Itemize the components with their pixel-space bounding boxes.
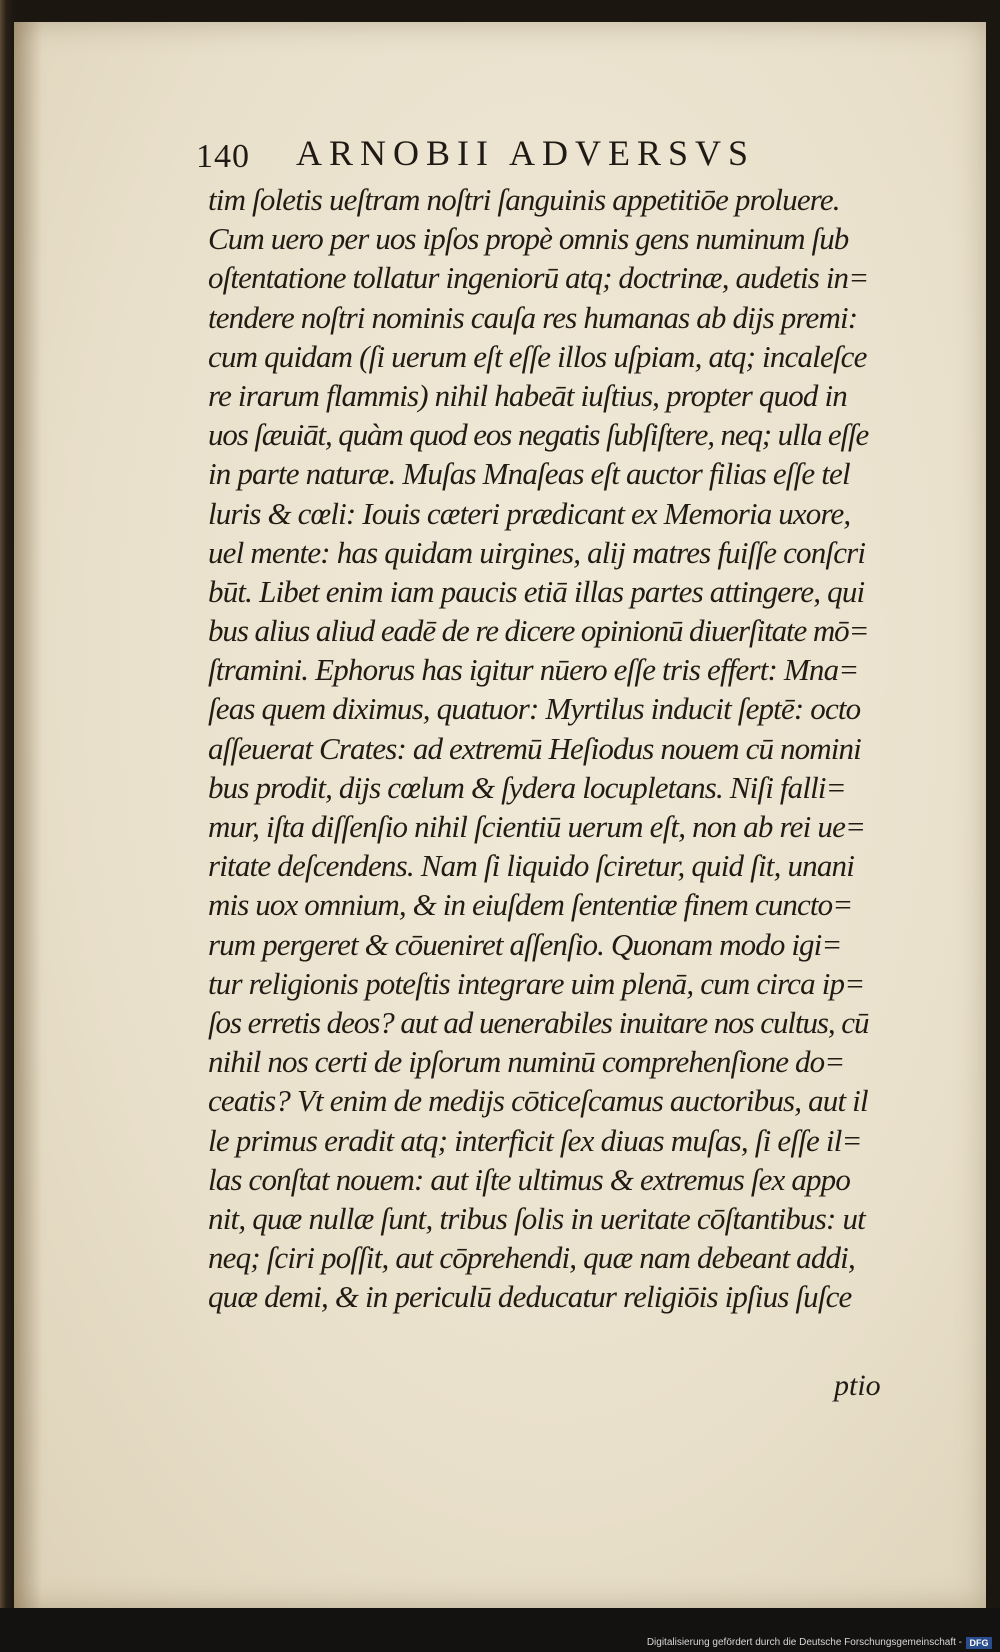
text-line: bus alius aliud eadē de re dicere opinionū diuerſitate mō= [208, 613, 869, 649]
text-line: cum quidam (ſi uerum eſt eſſe illos uſpiam, atq; incaleſce [208, 338, 867, 374]
text-line: ſtramini. Ephorus has igitur nūero eſſe tris effert: Mna= [208, 652, 859, 688]
text-line: tur religionis poteſtis integrare uim plenā, cum circa ip= [208, 965, 865, 1001]
text-line: rum pergeret & cōueniret aſſenſio. Quonam modo igi= [208, 926, 842, 962]
text-line: Cum uero per uos ipſos propè omnis gens numinum ſub [208, 221, 849, 257]
text-line: tim ſoletis ueſtram noſtri ſanguinis appetitiōe proluere. [208, 182, 840, 217]
text-line: aſſeuerat Crates: ad extremū Heſiodus nouem cū nomini [208, 730, 861, 766]
text-line: luris & cœli: Iouis cæteri prædicant ex Memoria uxore, [208, 495, 851, 531]
text-line: in parte naturæ. Muſas Mnaſeas eſt auctor filias eſſe tel [208, 456, 850, 492]
text-line: ſos erretis deos? aut ad uenerabiles inuitare nos cultus, cū [208, 1004, 869, 1040]
text-line: uos ſæuiāt, quàm quod eos negatis ſubſiſtere, neq; ulla eſſe [208, 417, 869, 453]
text-line: mur, iſta diſſenſio nihil ſcientiū uerum eſt, non ab rei ue= [208, 809, 866, 844]
dfg-logo: DFG [966, 1637, 992, 1649]
catchword: ptio [834, 1369, 881, 1402]
text-line: ſeas quem diximus, quatuor: Myrtilus inducit ſeptē: octo [208, 691, 861, 727]
text-line: las conſtat nouem: aut iſte ultimus & extremus ſex appo [208, 1161, 850, 1197]
text-line: būt. Libet enim iam paucis etiā illas partes attingere, qui [208, 573, 865, 609]
text-line: neq; ſciri poſſit, aut cōprehendi, quæ nam debeant addi, [208, 1240, 855, 1276]
page-number: 140 [196, 138, 250, 175]
text-line: re irarum flammis) nihil habeāt iuſtius, propter quod in [208, 377, 847, 413]
text-line: nit, quæ nullæ ſunt, tribus ſolis in ueritate cōſtantibus: ut [208, 1200, 865, 1236]
text-line: tendere noſtri nominis cauſa res humanas ab dijs premi: [208, 299, 858, 335]
body-text [208, 180, 898, 1316]
running-title: ARNOBII ADVERSVS [296, 133, 756, 173]
text-line: quæ demi, & in periculū deducatur religiōis ipſius ſuſce [208, 1279, 852, 1315]
text-line: nihil nos certi de ipſorum numinū comprehenſione do= [208, 1044, 845, 1080]
text-line: le primus eradit atq; interficit ſex diuas muſas, ſi eſſe il= [208, 1122, 862, 1158]
text-line: uel mente: has quidam uirgines, alij matres fuiſſe conſcri [208, 534, 866, 570]
text-line: ritate deſcendens. Nam ſi liquido ſciretur, quid ſit, unani [208, 848, 855, 884]
running-head [196, 132, 856, 182]
text-line: ceatis? Vt enim de medijs cōticeſcamus auctoribus, aut il [208, 1083, 868, 1119]
text-line: oſtentatione tollatur ingeniorū atq; doctrinæ, audetis in= [208, 260, 869, 296]
funding-note: Digitalisierung gefördert durch die Deutsche Forschungsgemeinschaft - [646, 1637, 962, 1648]
text-line: bus prodit, dijs cœlum & ſydera locupletans. Niſi falli= [208, 769, 846, 805]
text-line: mis uox omnium, & in eiuſdem ſententiæ finem cuncto= [208, 887, 853, 923]
page-gutter-shadow [14, 22, 42, 1608]
